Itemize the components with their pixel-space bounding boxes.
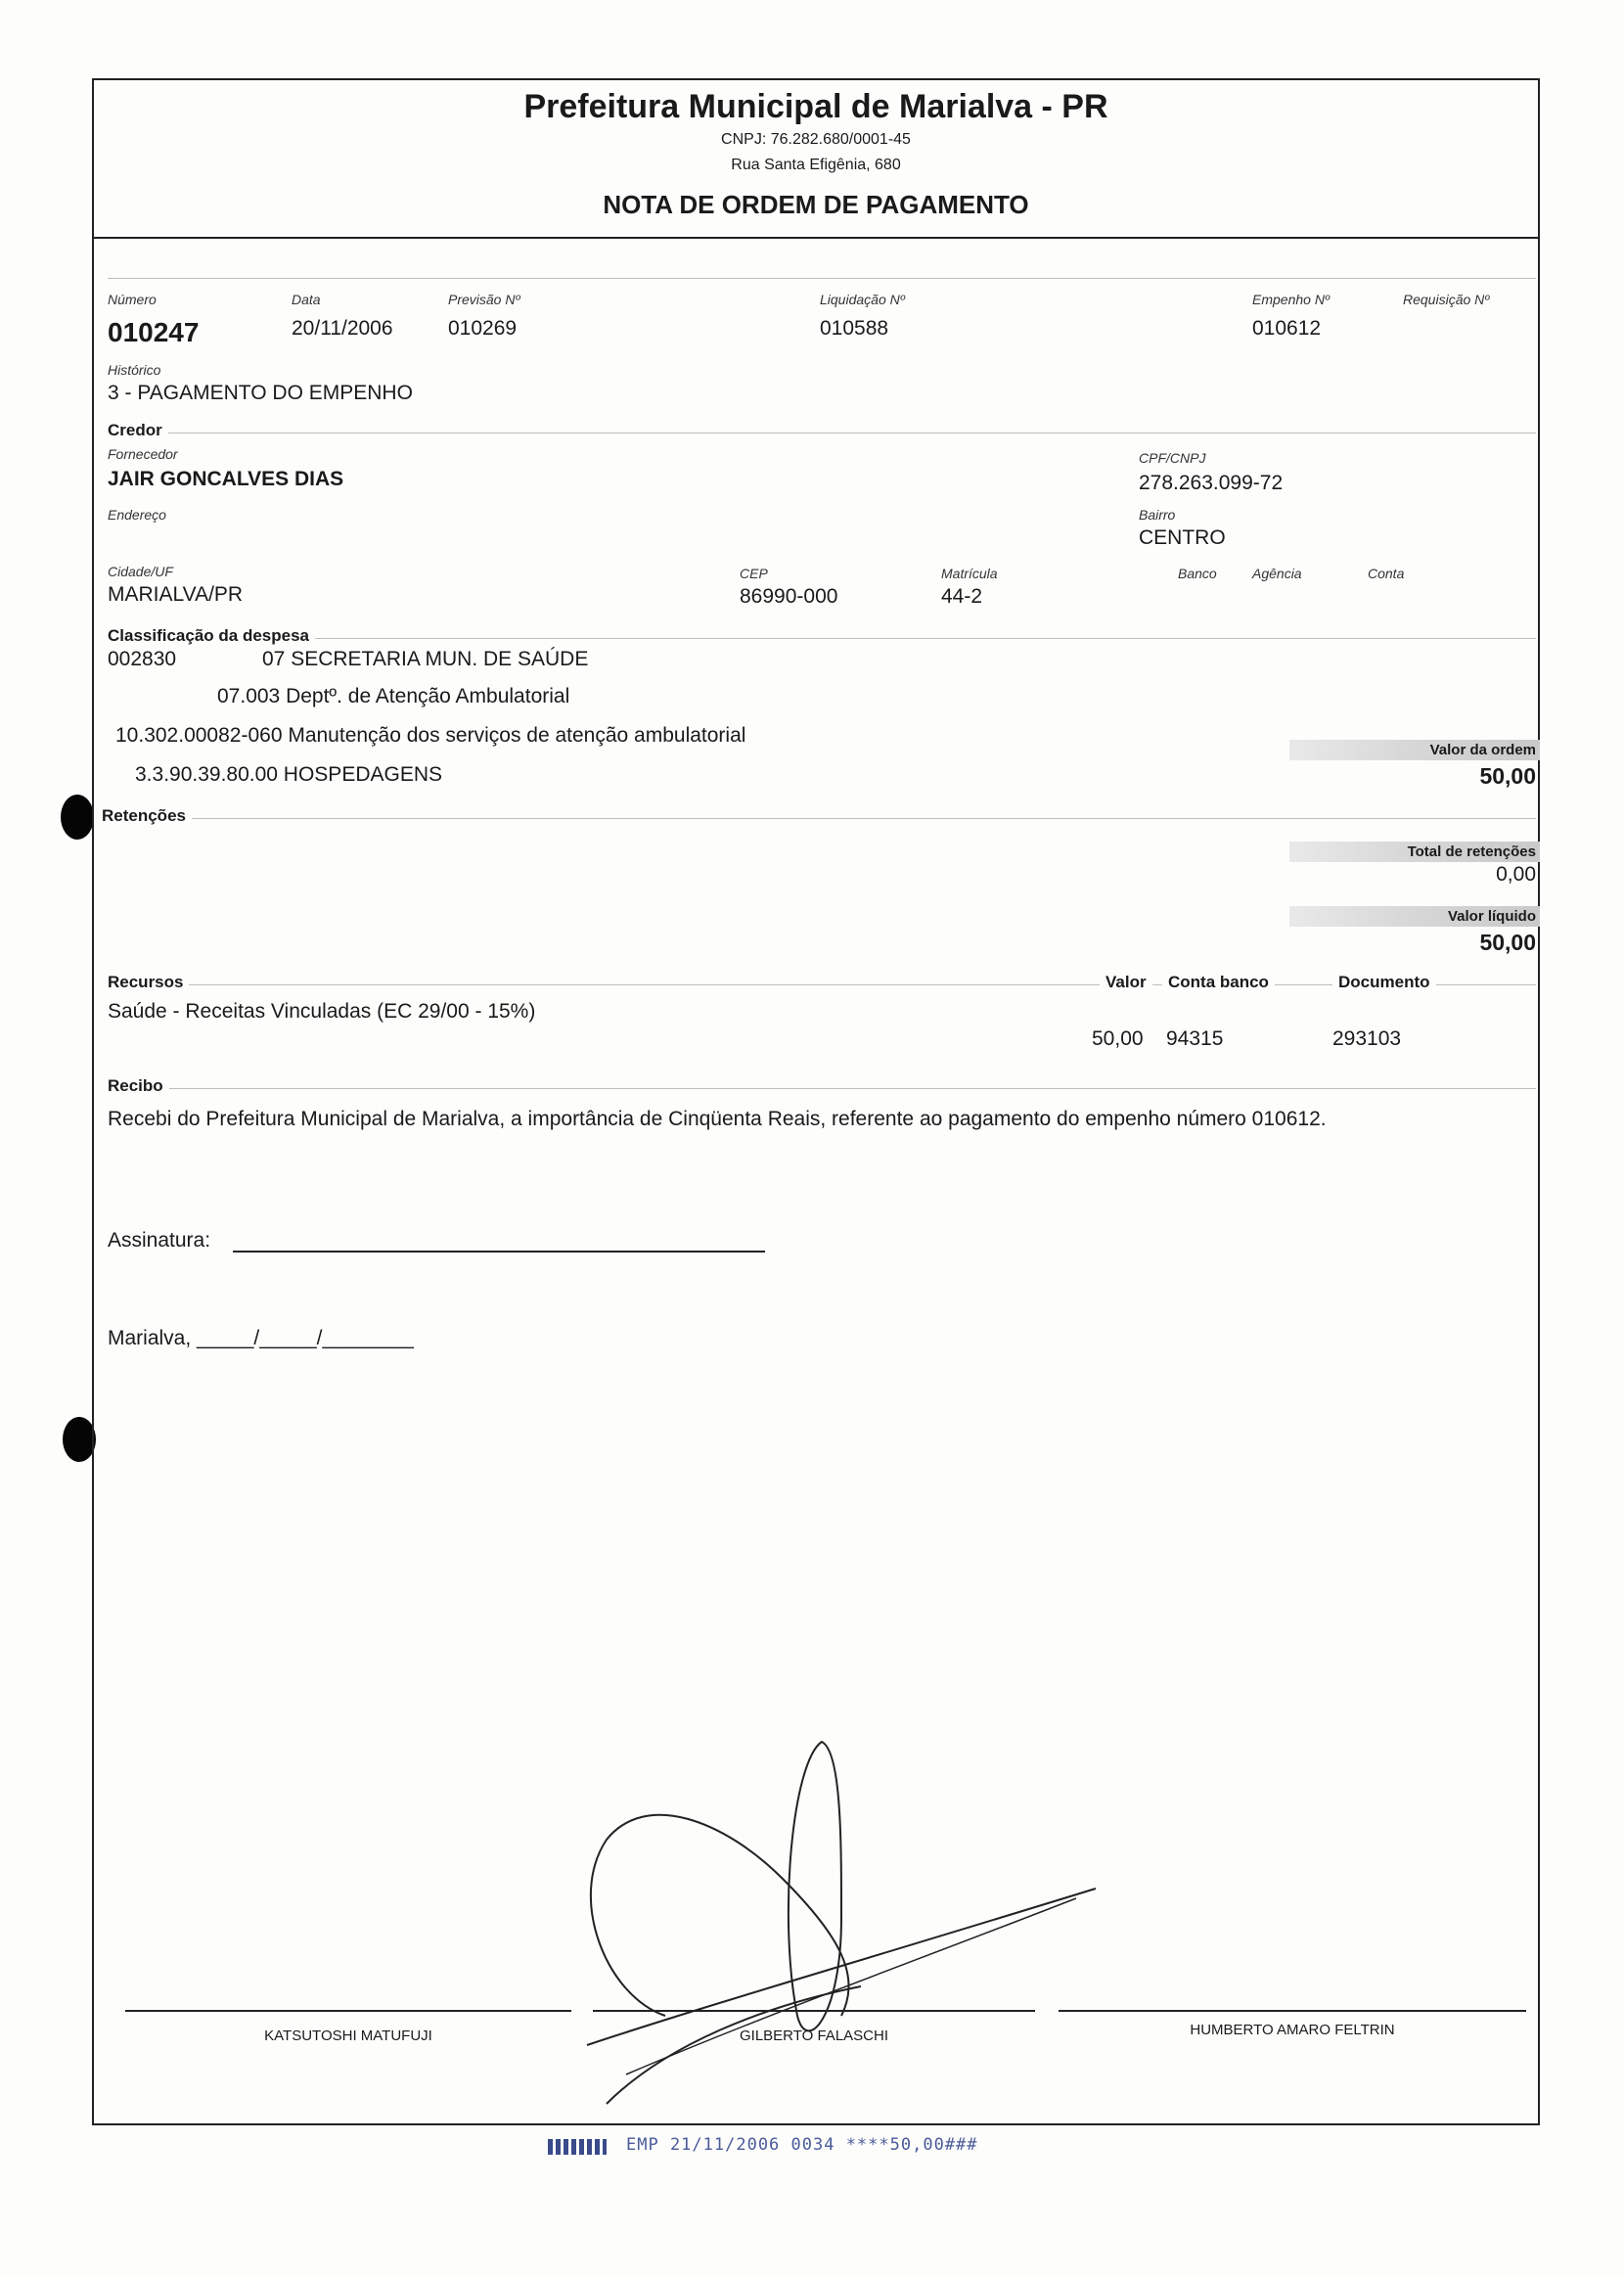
- valor-liquido-value: 50,00: [1479, 930, 1536, 955]
- endereco-label: Endereço: [108, 507, 166, 523]
- recursos-valor: 50,00: [1092, 1027, 1144, 1050]
- header-divider: [92, 237, 1540, 239]
- top-rule: [108, 278, 1536, 279]
- local-data-field[interactable]: Marialva, _____/_____/________: [108, 1327, 414, 1349]
- conta-label: Conta: [1368, 566, 1405, 581]
- cpf-value: 278.263.099-72: [1139, 472, 1284, 494]
- retencoes-rule: [108, 818, 1536, 819]
- empenho-value: 010612: [1252, 317, 1322, 340]
- credor-section-title: Credor: [108, 421, 168, 440]
- retencoes-section-title: Retenções: [102, 806, 192, 826]
- classificacao-elemento: 3.3.90.39.80.00 HOSPEDAGENS: [135, 763, 443, 786]
- total-retencoes-value: 0,00: [1496, 863, 1536, 886]
- classificacao-codigo: 002830: [108, 648, 177, 670]
- bairro-value: CENTRO: [1139, 526, 1226, 549]
- signatory-name-1: KATSUTOSHI MATUFUJI: [264, 2027, 432, 2044]
- punch-hole-bottom: [63, 1417, 96, 1462]
- assinatura-label: Assinatura:: [108, 1229, 211, 1252]
- matricula-value: 44-2: [941, 585, 983, 608]
- recursos-valor-label: Valor: [1100, 973, 1152, 992]
- recursos-fonte: Saúde - Receitas Vinculadas (EC 29/00 - 15%): [108, 1000, 536, 1023]
- signatory-name-2: GILBERTO FALASCHI: [740, 2027, 888, 2044]
- matricula-label: Matrícula: [941, 566, 998, 581]
- document-type-title: NOTA DE ORDEM DE PAGAMENTO: [603, 190, 1029, 219]
- cep-value: 86990-000: [740, 585, 838, 608]
- agencia-label: Agência: [1252, 566, 1302, 581]
- cnpj-text: CNPJ: 76.282.680/0001-45: [721, 131, 911, 148]
- page-title: Prefeitura Municipal de Marialva - PR: [523, 88, 1108, 125]
- recursos-section-title: Recursos: [108, 973, 189, 992]
- classificacao-rule: [108, 638, 1536, 639]
- fornecedor-label: Fornecedor: [108, 446, 178, 462]
- signature-line-1: [125, 2010, 571, 2012]
- fornecedor-value: JAIR GONCALVES DIAS: [108, 468, 344, 490]
- handwritten-signature: [548, 1722, 1135, 2133]
- cidade-value: MARIALVA/PR: [108, 583, 244, 606]
- recursos-conta-label: Conta banco: [1162, 973, 1275, 992]
- cidade-label: Cidade/UF: [108, 564, 173, 579]
- data-value: 20/11/2006: [292, 317, 393, 340]
- signature-line-2: [593, 2010, 1035, 2012]
- punch-hole-top: [61, 795, 94, 840]
- historico-label: Histórico: [108, 362, 161, 378]
- recursos-rule: [108, 984, 1536, 985]
- classificacao-programa: 10.302.00082-060 Manutenção dos serviços de atenção ambulatorial: [115, 724, 746, 747]
- stamp-logo-icon: [548, 2139, 607, 2155]
- classificacao-section-title: Classificação da despesa: [108, 626, 315, 646]
- recibo-rule: [108, 1088, 1536, 1089]
- numero-label: Número: [108, 292, 157, 307]
- total-retencoes-label: Total de retenções: [1289, 842, 1540, 862]
- previsao-label: Previsão Nº: [448, 292, 520, 307]
- classificacao-secretaria: 07 SECRETARIA MUN. DE SAÚDE: [262, 648, 589, 670]
- empenho-label: Empenho Nº: [1252, 292, 1331, 307]
- liquidacao-value: 010588: [820, 317, 889, 340]
- address-text: Rua Santa Efigênia, 680: [731, 157, 901, 173]
- recibo-text: Recebi do Prefeitura Municipal de Marialva, a importância de Cinqüenta Reais, referente ao pagamento do empenho número 010612.: [108, 1108, 1327, 1130]
- banco-label: Banco: [1178, 566, 1217, 581]
- cpf-label: CPF/CNPJ: [1139, 450, 1206, 466]
- footer-stamp: EMP 21/11/2006 0034 ****50,00###: [626, 2135, 978, 2155]
- recibo-section-title: Recibo: [108, 1076, 169, 1096]
- requisicao-label: Requisição Nº: [1403, 292, 1490, 307]
- data-label: Data: [292, 292, 321, 307]
- valor-ordem-label: Valor da ordem: [1289, 740, 1540, 760]
- recursos-conta: 94315: [1166, 1027, 1224, 1050]
- valor-ordem-value: 50,00: [1479, 763, 1536, 789]
- signature-line-3: [1059, 2010, 1526, 2012]
- recursos-documento-label: Documento: [1332, 973, 1436, 992]
- recursos-documento: 293103: [1332, 1027, 1402, 1050]
- signatory-name-3: HUMBERTO AMARO FELTRIN: [1190, 2022, 1395, 2038]
- historico-value: 3 - PAGAMENTO DO EMPENHO: [108, 382, 413, 404]
- numero-value: 010247: [108, 317, 200, 347]
- assinatura-line[interactable]: [233, 1251, 765, 1253]
- valor-liquido-label: Valor líquido: [1289, 906, 1540, 927]
- cep-label: CEP: [740, 566, 768, 581]
- classificacao-departamento: 07.003 Deptº. de Atenção Ambulatorial: [217, 685, 570, 707]
- previsao-value: 010269: [448, 317, 518, 340]
- liquidacao-label: Liquidação Nº: [820, 292, 905, 307]
- bairro-label: Bairro: [1139, 507, 1176, 523]
